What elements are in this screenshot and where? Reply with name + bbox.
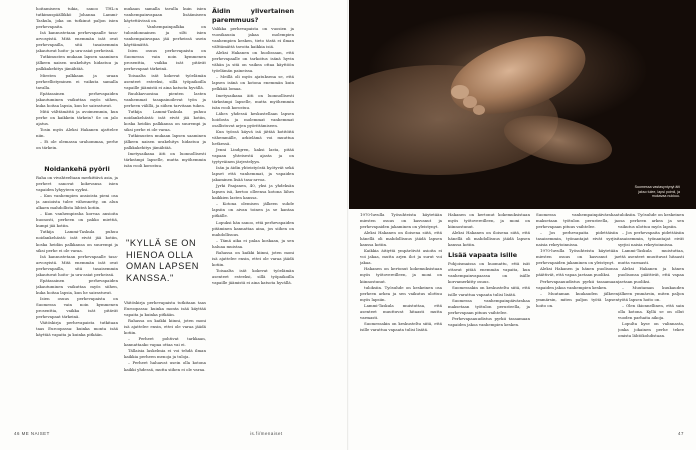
paragraph: Perhevapaauudistus pyrkii tasaamaan vapaiden jakoa vanhempien kesken. (448, 315, 530, 327)
hero-photo-baby-feet (348, 0, 696, 209)
paragraph: Tutkija Lammi-Taskula puhuu noidankehästä: isät eivät jää kotiin, koska heidän palkkansa on suurempi ja siksi perhe ei ole varaa. (124, 108, 206, 132)
folio-left: 46 ME NAISET (14, 431, 50, 436)
paragraph: Isä kannustetaan perhevapaalle tasa-arvosyistä. Mitä enemmän isät ovat perhevapailla, sitä tasaisemmin jakautuvat hoito- ja ura-asiat perheissä. (36, 253, 118, 277)
right-column-3 (536, 212, 618, 424)
paragraph: Tosin myös Aleksi Hakanen ajattelee niin. (36, 126, 118, 138)
paragraph: Perhevapaauudistus pyrkii tasaamaan vapaiden jakoa vanhempien kesken. (536, 278, 618, 290)
paragraph: Imetysaikana äiti on luonnollisesti tärkeämpi lapselle, mutta myöhemmin isän rooli korostuu. (212, 92, 294, 110)
paragraph: – Muutaman kuukauden jälkeen ymmärsin, miten paljon työtä lapsen hoito on. (618, 284, 684, 302)
paragraph: – Muutaman kuukauden jälkeen ymmärsin, miten paljon työtä lapsen hoito on. (536, 290, 618, 308)
right-column-2 (448, 212, 530, 424)
paragraph: Suomessa vanhempainpäivärahaa maksetaan työtulon perusteella, ja perhevapaan pituus vaihtelee. (448, 297, 530, 315)
paragraph: – Tämä aika ei palaa koskaan, ja sen haluaa muistaa. (212, 237, 294, 249)
left-column-2-top (124, 6, 206, 230)
paragraph: Pohjoismaissa on huomattu, että isät ottavat pitää enemmän vapaita, kun vanhempainvapaassa on isälle korvamerkitty osuus. (448, 261, 530, 285)
photo-caption: Suomessa vastasyntynyt äiti jakso tulee, lapsi poimii, ja mukavaa nukkuu. (634, 185, 680, 198)
baby-toe-shape (463, 96, 477, 108)
paragraph: Toisaalta isät kokevat työelämän asenteet esteeksi, sillä työpaikoilla vapaille jäämistä ei aina katsota hyvällä. (124, 72, 206, 90)
paragraph: Ruuhkavuosina pienten lasten vanhemmat tasapainoilevat työn ja perheen välillä, ja siihen tarvitaan tukea. (124, 90, 206, 108)
paragraph: Jenni Lindgren, kaksi lasta, pitää vapaan yhteisestä ajasta ja on tyytyväinen järjestelyyn. (212, 146, 294, 165)
paragraph: Tällaisia laskelmia ei voi tehdä ilman kaikkia perheen menoja ja tuloja. (124, 348, 206, 360)
paragraph: Epätasainen perhevapaiden jakautuminen vaikuttaa myös siihen, kuka hoitaa lapsia, kun he sairastuvat. (36, 277, 118, 295)
left-column-3 (212, 4, 294, 424)
section-heading-aidin: Äidin ylivertainen paremmuus? (212, 7, 294, 24)
paragraph: 1970-luvulla Työsuhteista käytetään miesten osuus on kasvanut ja perhevapaiden jakaminen on yleistynyt. (536, 248, 618, 266)
paragraph: Mitä välttämättä ja avoimemmin, kun perhe on kaikkein tärkein? Se on jalo ajatus. (36, 108, 118, 126)
paragraph: – Meillä oli myös ajatuksena se, että lapsen isänä on kotona enemmän kuin pelkkää lomaa. (212, 74, 294, 92)
paragraph: Suomessakin on keskusteltu siitä, että isille varattua vapaata tulisi lisätä. (360, 320, 442, 332)
paragraph: Tutkija Lammi-Taskula puhuu noidankehästä: isät eivät jää kotiin, koska heidän palkkansa on suurempi ja siksi perhe ei ole varaa. (36, 229, 118, 253)
paragraph: Kun työssä käyvä isä jättää kotitöitä vähemmälle, arkielämä voi muuttua hetkessä. (212, 128, 294, 146)
paragraph: Tutkimusten mukaan lapsen saaminen jälkeen naisen urakehitys hidastuu ja palkkakehitys jämähtää. (124, 132, 206, 151)
paragraph: Epätasainen perhevapaiden jakautuminen vaikuttaa myös siihen, kuka hoitaa lapsia, kun he sairastuvat. (36, 90, 118, 108)
paragraph: – Jos perhevapaita pidettäisiin tasaisemmin, työnantajat eivät syrjisi naisia rekrytoinnissa. (536, 230, 618, 248)
paragraph: Jyrki Paajanen, 40, yksi ja yhdeksän lapsen isä, kertoo olleensa kotona lähes kaikkien lasten kanssa. (212, 183, 294, 201)
paragraph: mukaan samalla tavalla kuin isien vanhempainvapaan lisäämiseen käytettävissä on. (124, 6, 206, 24)
paragraph: – Kun vanhempien ansioista pieni osa ja ansioista tulee vähennetty, on alun alkaen mahdollista lähteä kotiin. (36, 193, 118, 211)
left-column-1-lower (36, 162, 118, 424)
section-heading-noidankeha: Noidankehä pyörii (44, 165, 110, 173)
paragraph: Rahassa on kaikki kiinni, joten moni isä ajattelee ensin, ettei ole varaa jäädä kotiin. (212, 249, 294, 267)
paragraph: Suomessa vanhempainpäivärahaa maksetaan työtulon perusteella, ja perhevapaan pituus vaihtelee. (536, 212, 618, 230)
paragraph: Valikka perhevapaista on vuosien ja vuosikausia jakaa molempien vanhempien kesken, tieto tästä ei ilman välttämättä tavoita kaikkia isiä. (212, 26, 294, 50)
paragraph: Imetysaikana äiti on luonnollisesti tärkeämpi lapselle, mutta myöhemmin isän rooli korostuu. (124, 151, 206, 169)
paragraph: Aleksi Hakanen ja hänen puolisonsa päättivät, että vapaa jaetaan puoliksi. (618, 266, 684, 284)
paragraph: Kaikkia äitiyttä ympäröivät asioita ei voi jakaa, mutta arjen ilot ja surut voi jakaa. (360, 248, 442, 266)
paragraph: – Jos perhevapaita pidettäisiin tasaisemmin, työnantajat eivät syrjisi naisia rekrytoinnissa. (618, 230, 684, 248)
paragraph: Rahassa on kaikki kiinni, joten moni isä ajattelee ensin, ettei ole varaa jäädä kotiin. (124, 318, 206, 336)
paragraph: 1970-luvulla Työsuhteista käytetään miesten osuus on kasvanut ja perhevapaiden jakaminen on yleistynyt. (360, 212, 442, 230)
paragraph: tuloksiin. Työsuhde on keskeinen osa perheen arkea ja sen vaikutus ulottuu myös lapsiin. (360, 284, 442, 302)
paragraph: Suomessakin on keskusteltu siitä, että isille varattua vapaata tulisi lisätä. (448, 285, 530, 297)
baby-toe-shape (473, 105, 485, 115)
paragraph: – Olen ikionnellinen, että sain olla kotona. Kyllä se on ollut vuoden parhaita aikoja. (618, 302, 684, 320)
folio-url: is.fi/menaiset (250, 431, 283, 436)
paragraph: – Vanhempainpalkka on tulosidonnainen ja silti isien vanhempainvapaa jää perheissä usein käyttämättä. (124, 24, 206, 48)
left-column-1 (36, 6, 118, 162)
paragraph: Isien osuus perhevapaista on Suomessa vain noin kymmenen prosenttia, vaikka isät pitävät perhevapaat tärkeinä. (36, 295, 118, 320)
paragraph: hoitamiseen tukia, sanoo THL:n tutkimuspäällikkö Johanna Lammi-Taskula, joka on tutkinut paljon isien perhevapaita. (36, 6, 118, 30)
paragraph: Aleksi Hakanen ja hänen puolisonsa päättivät, että vapaa jaetaan puoliksi. (536, 266, 618, 278)
paragraph: Hakanen on kertonut kokemuksistaan myös työtovereilleen, ja moni on kiinnostunut. (448, 212, 530, 230)
paragraph: Toisaalta isät kokevat työelämän asenteet esteeksi, sillä työpaikoilla vapaille jäämistä ei aina katsota hyvällä. (212, 267, 294, 285)
paragraph: Aleksi Hakanen on iloisena siitä, että hänellä oli mahdollisuus jäädä lapsen kanssa kotiin. (360, 230, 442, 248)
paragraph: Raha on vivahteeltaan merkittävä asia, ja perheet sanovat kokevansa isien vapaiden lyhyyteen syyksi. (36, 175, 118, 193)
paragraph: Väitöskirja perhevapaista tutkitaan taas Euroopassa: kuinka monta isää käyttää vapaita ja kuinka pitkään. (124, 300, 206, 318)
paragraph: Isä kannustetaan perhevapaalle tasa-arvosyistä. Mitä enemmän isät ovat perhevapailla, sitä tasaisemmin jakautuvat hoito- ja ura-asiat perheissä. (36, 30, 118, 54)
paragraph: Isien osuus perhevapaista on Suomessa vain noin kymmenen prosenttia, vaikka isät pitävät perhevapaat tärkeinä. (124, 48, 206, 72)
paragraph: Väitöskirja perhevapaista tutkitaan taas Euroopassa: kuinka monta isää käyttää vapaita ja kuinka pitkään. (36, 320, 118, 338)
paragraph: – Kotona olemisen jälkeen suhde lapsiin on aivan toinen ja se kantaa pitkälle. (212, 201, 294, 219)
paragraph: – Kun vanhempiraha korvaa ansioita huonosti, perheen on pakko miettiä, kumpi jää kotiin. (36, 211, 118, 229)
baby-toe-shape (451, 85, 469, 99)
page-gutter (347, 0, 349, 450)
section-heading-lisaa-vapaata: Lisää vapaata isille (448, 251, 518, 260)
folio-right: 47 (678, 431, 684, 436)
paragraph: – Perheet haluavat usein olla kotona kaikki yhdessä, mutta siihen ei ole varaa. (124, 360, 206, 372)
paragraph: – Perheet pohtivat tarkkaan, kannattaako vapaa ottaa vai ei. (124, 336, 206, 348)
right-column-1 (360, 212, 442, 424)
paragraph: tuloksiin. Työsuhde on keskeinen osa perheen arkea ja sen vaikutus ulottuu myös lapsiin. (618, 212, 684, 230)
paragraph: Lammi-Taskula muistuttaa, että asenteet muuttuvat hitaasti mutta varmasti. (618, 248, 684, 266)
paragraph: Miesten palkkaan ja uraan perheellistyminen ei vaikuta samalla tavalla. (36, 72, 118, 90)
paragraph: Lähes yhdessä keskustellaan lapsen hoidosta ja molemmat vanhemmat osallistuvat arjen pyörittämiseen. (212, 110, 294, 128)
paragraph: Tutkimusten mukaan lapsen saaminen jälkeen naisen urakehitys hidastuu ja palkkakehitys jämähtää. (36, 54, 118, 72)
paragraph: Aleksi Hakanen on huolissaan, että perhevapaalle on tarkoitus isänä hyvin vähän ja sitä on vaikea ottaa käyttöön työelämän paineissa. (212, 50, 294, 74)
paragraph: Hakanen on kertonut kokemuksistaan myös työtovereilleen, ja moni on kiinnostunut. (360, 266, 442, 284)
paragraph: Lammi-Taskula muistuttaa, että asenteet muuttuvat hitaasti mutta varmasti. (360, 302, 442, 320)
paragraph: Isän ja äidin yhteistyöstä hyötyvät sekä lapset että vanhemmat, ja vapaiden jakaminen lisää tasa-arvoa. (212, 165, 294, 183)
pull-quote: "KYLLÄ SE ON HIENOA OLLA OMAN LAPSEN KANSSA." (126, 238, 199, 283)
right-column-4 (618, 212, 684, 424)
paragraph: – Ei ole olemassa urahommaa, perhe on tärkein. (36, 139, 118, 151)
photo-illustration (348, 0, 696, 209)
paragraph: Lopulta kyse on valinnasta, jonka jokainen perhe tekee omista lähtökohdistaan. (618, 320, 684, 338)
paragraph: Lopuksi hän sanoo, että perhevapaiden pitäminen kannattaa aina, jos siihen on mahdollisuus. (212, 219, 294, 237)
paragraph: Aleksi Hakanen on iloisena siitä, että hänellä oli mahdollisuus jäädä lapsen kanssa kotiin. (448, 230, 530, 248)
left-column-2-bottom (124, 300, 206, 424)
